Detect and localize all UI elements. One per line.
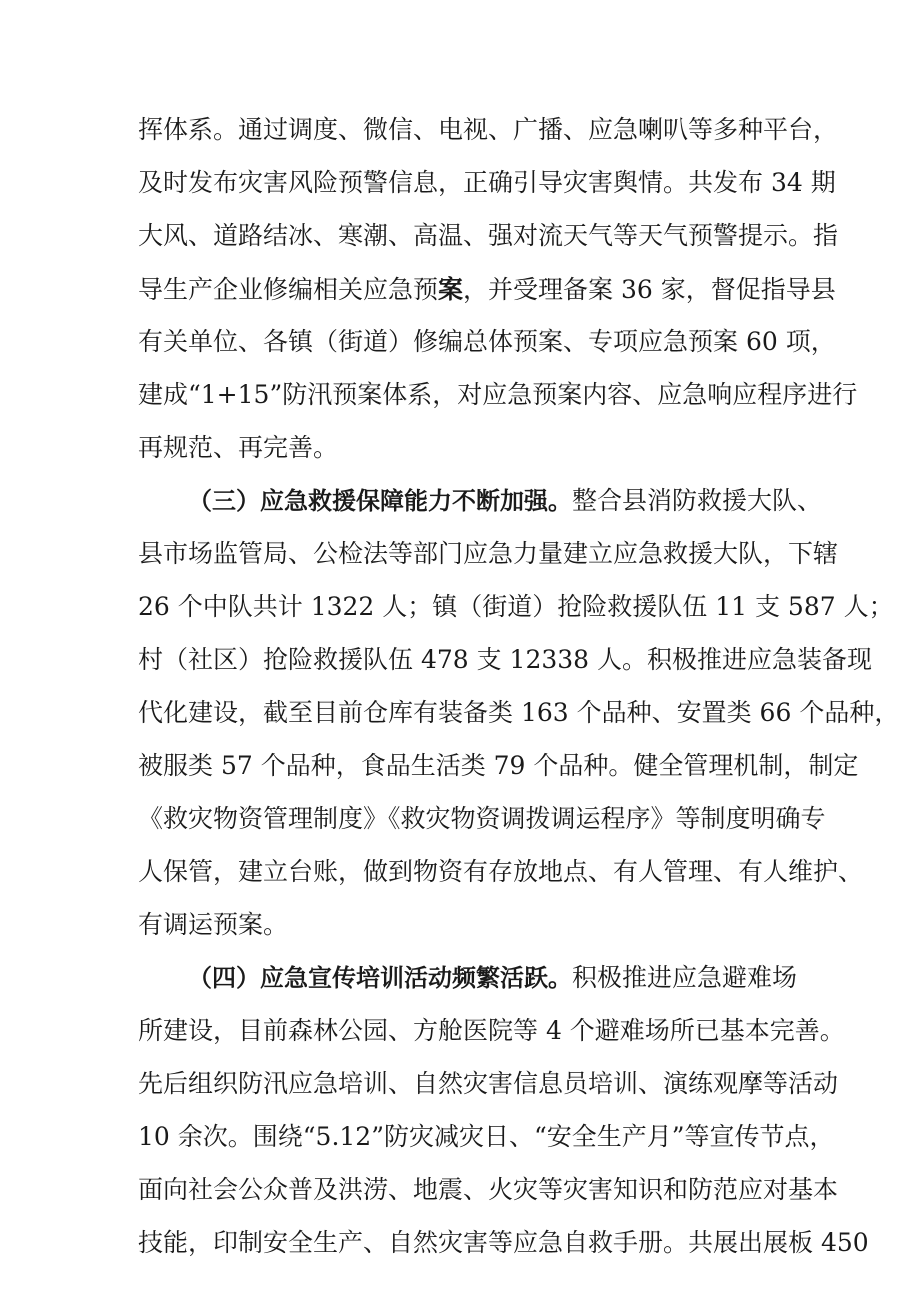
text-span: 整合县消防救援大队、 bbox=[572, 486, 823, 515]
text-line bbox=[138, 375, 857, 415]
text-span: 代化建设，截至目前仓库有装备类 163 个品种、安置类 66 个品种， bbox=[138, 698, 900, 727]
text-line bbox=[138, 110, 838, 150]
text-span: 10 余次。围绕“5.12”防灾减灾日、“安全生产月”等宣传节点， bbox=[138, 1122, 835, 1151]
text-span: 村（社区）抢险救援队伍 478 支 12338 人。积极推进应急装备现 bbox=[138, 645, 873, 674]
section-heading: （四）应急宣传培训活动频繁活跃。 bbox=[188, 964, 572, 992]
section-heading-line bbox=[188, 958, 797, 998]
text-span: 再规范、再完善。 bbox=[138, 433, 339, 462]
text-line bbox=[138, 587, 894, 627]
text-span: 大风、道路结冰、寒潮、高温、强对流天气等天气预警提示。指 bbox=[138, 221, 839, 250]
text-line bbox=[138, 1223, 869, 1263]
text-span: 建成“1+15”防汛预案体系，对应急预案内容、应急响应程序进行 bbox=[138, 380, 858, 409]
text-span: 被服类 57 个品种，食品生活类 79 个品种。健全管理机制，制定 bbox=[138, 751, 859, 780]
text-span: 《救灾物资管理制度》《救灾物资调拨调运程序》等制度明确专 bbox=[138, 804, 826, 833]
text-line bbox=[138, 640, 872, 680]
section-heading-line bbox=[188, 481, 822, 521]
text-line bbox=[138, 163, 836, 203]
text-span: 所建设，目前森林公园、方舱医院等 4 个避难场所已基本完善。 bbox=[138, 1016, 845, 1045]
text-span: 有调运预案。 bbox=[138, 910, 289, 939]
text-span: 技能，印制安全生产、自然灾害等应急自救手册。共展出展板 450 bbox=[138, 1228, 869, 1257]
text-span: 导生产企业修编相关应急预 bbox=[138, 275, 439, 304]
text-line bbox=[138, 1117, 835, 1157]
text-span: 挥体系。通过调度、微信、电视、广播、应急喇叭等多种平台， bbox=[138, 115, 839, 144]
text-line bbox=[138, 852, 863, 892]
bold-char: 案 bbox=[438, 275, 464, 304]
text-line bbox=[138, 216, 838, 256]
text-line bbox=[138, 746, 858, 786]
text-line bbox=[138, 1011, 845, 1051]
text-span: 先后组织防汛应急培训、自然灾害信息员培训、演练观摩等活动 bbox=[138, 1069, 839, 1098]
text-line bbox=[138, 693, 899, 733]
text-line bbox=[138, 799, 826, 839]
text-span: 面向社会公众普及洪涝、地震、火灾等灾害知识和防范应对基本 bbox=[138, 1175, 839, 1204]
text-line bbox=[138, 428, 338, 468]
text-span: 县市场监管局、公检法等部门应急力量建立应急救援大队，下辖 bbox=[138, 539, 839, 568]
text-line bbox=[138, 1064, 838, 1104]
text-line bbox=[138, 1170, 838, 1210]
text-span: 及时发布灾害风险预警信息，正确引导灾害舆情。共发布 34 期 bbox=[138, 168, 836, 197]
text-line bbox=[138, 270, 836, 310]
text-span: 26 个中队共计 1322 人；镇（街道）抢险救援队伍 11 支 587 人； bbox=[138, 592, 894, 621]
text-span: 积极推进应急避难场 bbox=[572, 963, 798, 992]
text-line bbox=[138, 534, 838, 574]
text-span: ，并受理备案 36 家，督促指导县 bbox=[463, 275, 836, 304]
text-line bbox=[138, 905, 288, 945]
text-span: 有关单位、各镇（街道）修编总体预案、专项应急预案 60 项， bbox=[138, 327, 836, 356]
text-span: 人保管，建立台账，做到物资有存放地点、有人管理、有人维护、 bbox=[138, 857, 864, 886]
section-heading: （三）应急救援保障能力不断加强。 bbox=[188, 487, 572, 515]
text-line bbox=[138, 322, 836, 362]
